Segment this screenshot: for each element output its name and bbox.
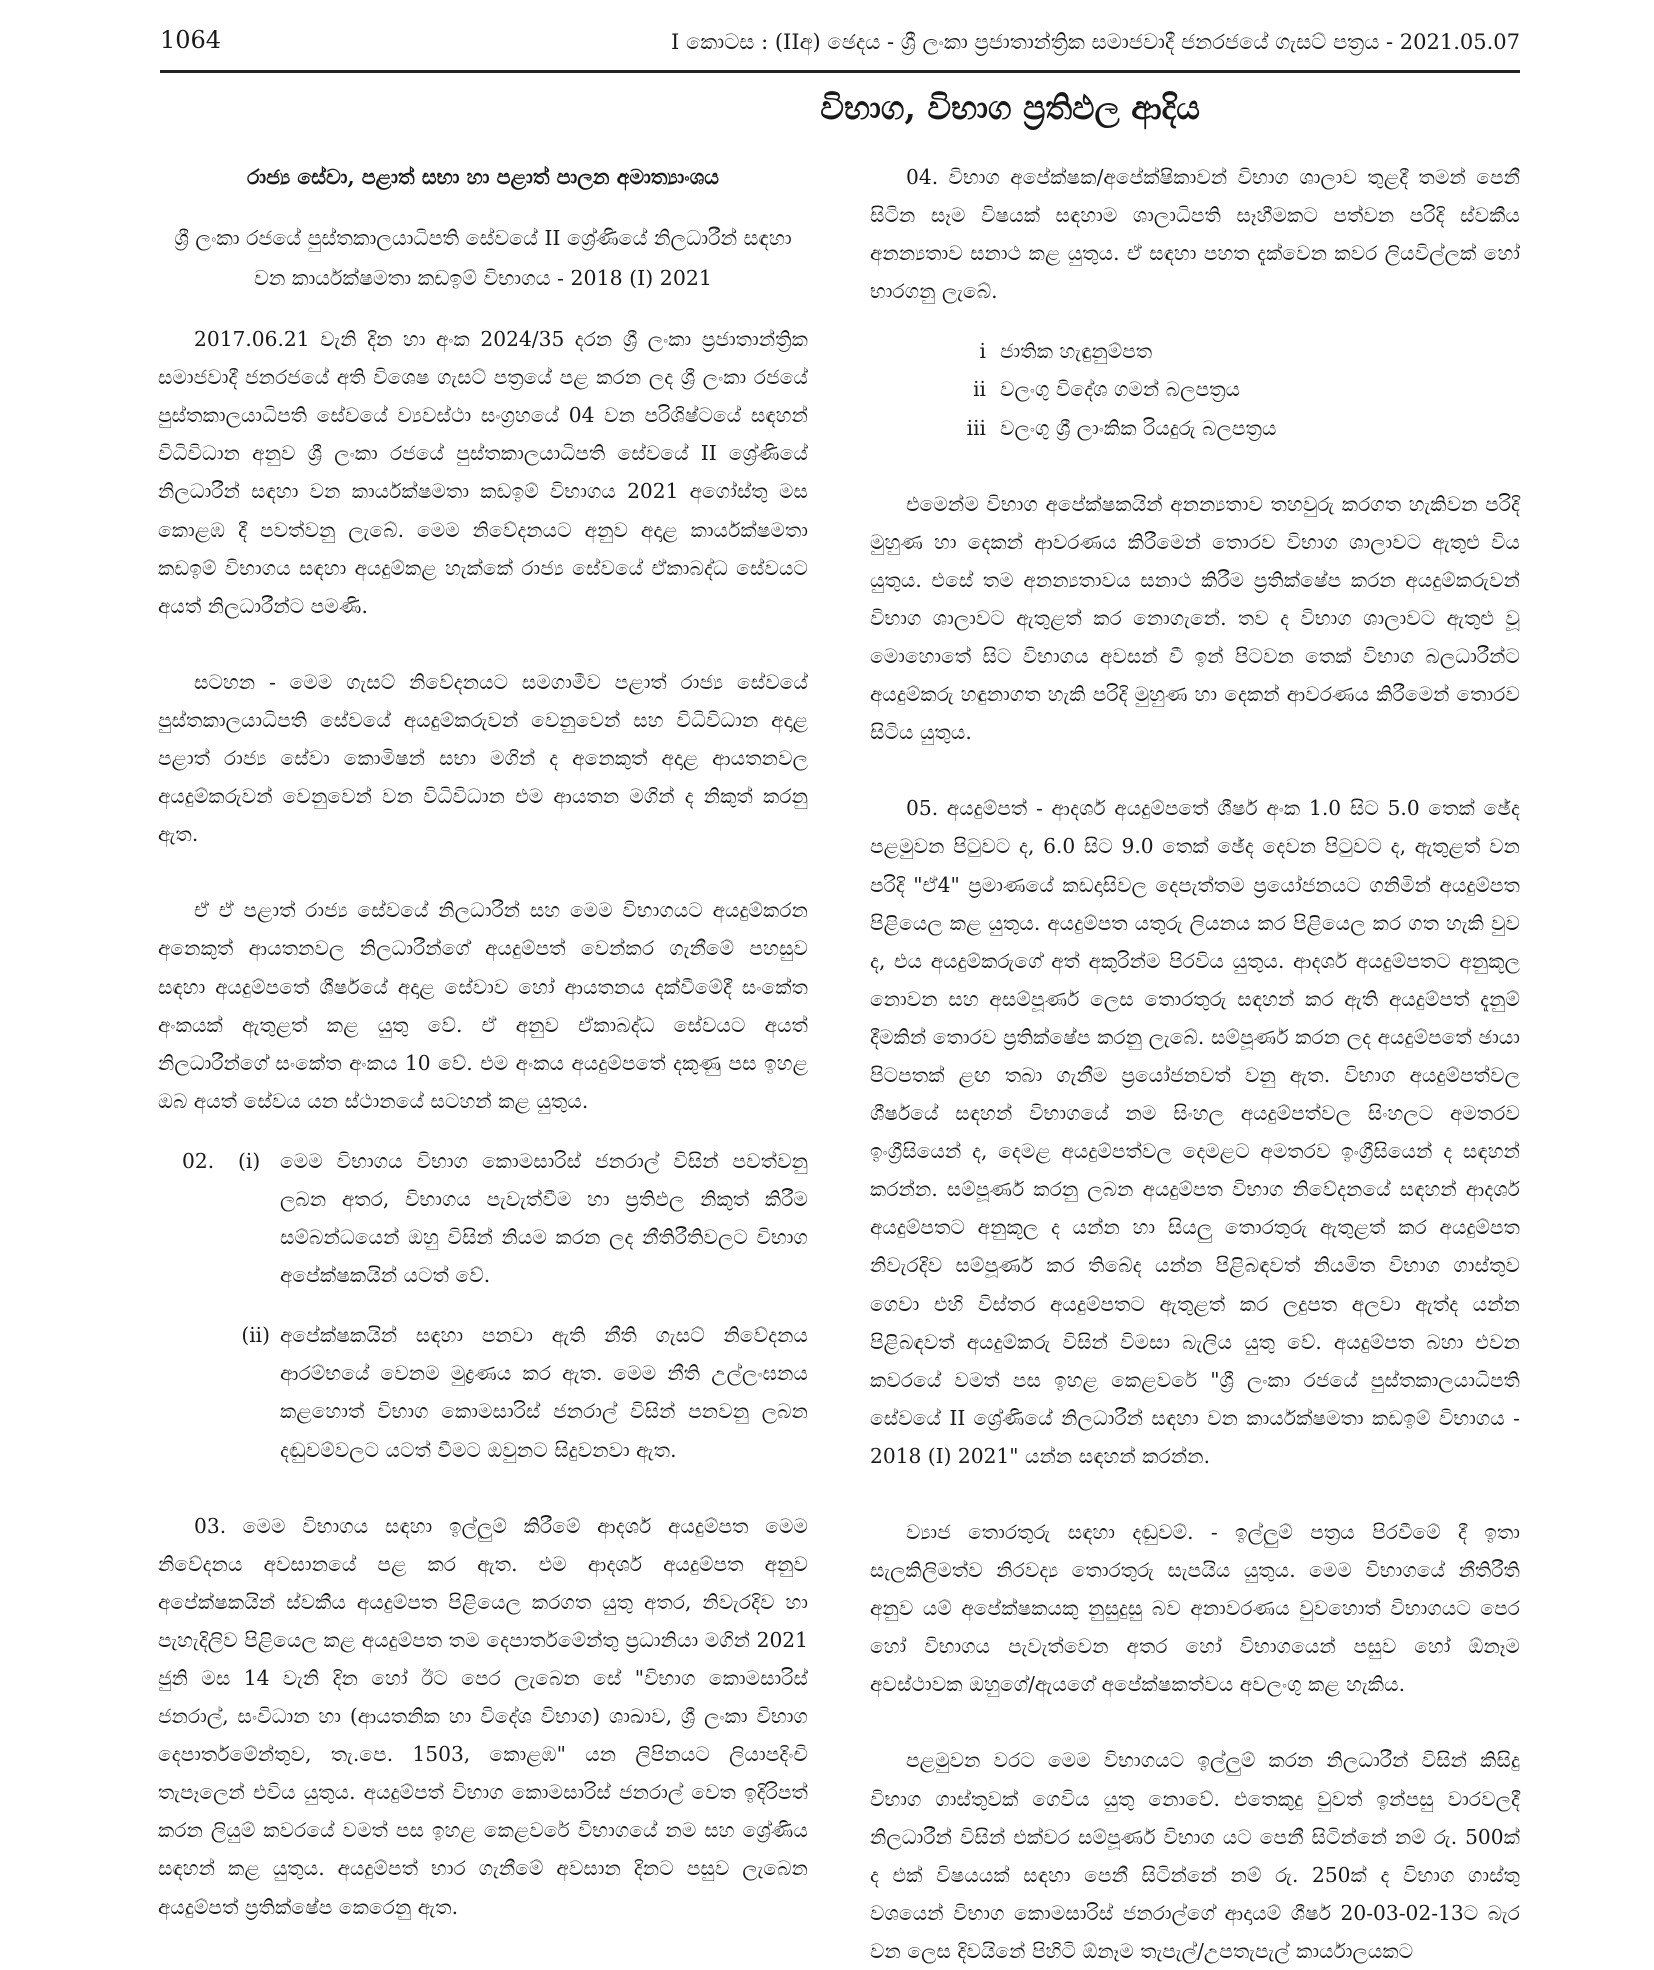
section-title: විභාග, විභාග ප්‍රතිඵල ආදිය [820,88,1200,127]
clause-number: 02. [182,1148,215,1173]
clause-text: අපේක්ෂකයින් සඳහා පනවා ඇති නීති ගැසට් නිවේදනය ආරම්භයේ වෙනම මුද්‍රණය කර ඇත. මෙම නීති උල්ලංඝනය කළහොත් විභාග කොමසාරිස් ජනරාල් විසින් පනවනු ලබන දඬුවම්වලට යටත් වීමට ඔවුනට සිදුවනවා ඇත. [280,1323,808,1462]
paragraph-code-number: ඒ ඒ පළාත් රාජ්‍ය සේවයේ නිලධාරීන් සහ මෙම විභාගයට අයදුම්කරන අනෙකුත් ආයතනවල නිලධාරීන්ගේ අයදුම්පත් වෙන්කර ගැනීමේ පහසුව සඳහා අයදුම්පතේ ශීර්ෂයේ අදාළ සේවාව හෝ ආයතනය දක්වීමේදී සංකේත අංකයක් ඇතුළත් කළ යුතු වේ. ඒ අනුව ඒකාබද්ධ සේවයට අයත් නිලධාරීන්ගේ සංකේත අංකය 10 වේ. එම අංකය අයදුම්පතේ දකුණු පස ඉහළ ඔබ අයත් සේවය යන ස්ථානයේ සටහන් කළ යුතුය. [158,898,808,1113]
paragraph-intro: 2017.06.21 වැනි දින හා අංක 2024/35 දරන ශ්‍රී ලංකා ප්‍රජාතාන්ත්‍රික සමාජවාදී ජනරජයේ අති විශෙෂ ගැසට් පත්‍රයේ පළ කරන ලද ශ්‍රී ලංකා රජයේ පුස්තකාලයාධිපති සේවයේ ව්‍යවස්ථා සංග්‍රහයේ 04 වන පරිශිෂ්ටයේ සඳහන් විධිවිධාන අනුව ශ්‍රී ලංකා රජයේ පුස්තකාලයාධිපති සේවයේ II ශ්‍රේණියේ නිලධාරීන් සඳහා වන කාර්යක්ෂමතා කඩඉම් විභාගය 2021 අගෝස්තු මස කොළඹ දී පවත්වනු ලැබේ. මෙම නිවේදනයට අනුව අදාළ කාර්යක්ෂමතා කඩඉම් විභාගය සඳහා අයදුම්කළ හැක්කේ රාජ්‍ය සේවයේ ඒකාබද්ධ සේවයට අයත් නිලධාරීන්ට පමණි. [158,327,808,618]
running-head: I කොටස : (IIඅ) ඡෙදය - ශ්‍රී ලංකා ප්‍රජාතාන්ත්‍රික සමාජවාදී ජනරජයේ ගැසට් පත්‍රය - 2021.05.07 [670,30,1520,54]
list-item-number: iii [966,415,986,440]
paragraph-03: 03. මෙම විභාගය සඳහා ඉල්ලුම් කිරීමේ ආදර්ශ අයදුම්පත මෙම නිවේදනය අවසානයේ පළ කර ඇත. එම ආදර්ශ අයදුම්පත අනුව අපේක්ෂකයින් ස්වකීය අයදුම්පත පිළියෙල කරගත යුතු අතර, නිවැරදිව හා පැහැදිලිව පිළියෙල කළ අයදුම්පත තම දෙපාර්තමේන්තු ප්‍රධානියා මගින් 2021 ජුනි මස 14 වැනි දින හෝ ඊට පෙර ලැබෙන සේ "විභාග කොමසාරිස් ජනරාල්, සංවිධාන හා (ආයතනික හා විදේශ විභාග) ශාඛාව, ශ්‍රී ලංකා විභාග දෙපාර්තමේන්තුව, තැ.පෙ. 1503, කොළඹ" යන ලිපිනයට ලියාපදිංචි තැපෑලෙන් එවිය යුතුය. අයදුම්පත් විභාග කොමසාරිස් ජනරාල් වෙත ඉදිරිපත් කරන ලියුම් කවරයේ වමත් පස ඉහළ කෙළවරේ විභාගයේ නම සහ ශ්‍රේණිය සඳහන් කළ යුතුය. අයදුම්පත් භාර ගැනීමේ අවසාන දිනට පසුව ලැබෙන අයදුම්පත් ප්‍රතික්ෂේප කෙරෙනු ඇත. [158,1513,808,1919]
ministry-name: රාජ්‍ය සේවා, පළාත් සභා හා පළාත් පාලන අමාත්‍යාංශය [247,165,719,189]
list-item-label: වලංගු විදේශ ගමන් බලපත්‍රය [1000,377,1241,402]
header-rule [160,70,1520,73]
list-item [930,332,1520,370]
paragraph-identity: එමෙන්ම විභාග අපේක්ෂකයින් අනන්‍යතාව තහවුරු කරගත හැකිවන පරිදි මුහුණ හා දෙකන් ආවරණය කිරීමෙන් තොරව විභාග ශාලාවට ඇතුළු විය යුතුය. එසේ තම අනන්‍යතාවය සනාථ කිරීම ප්‍රතික්ෂේප කරන අයදුම්කරුවන් විභාග ශාලාවට ඇතුළත් කර නොගැනේ. තව ද විභාග ශාලාවට ඇතුළු වූ මොහොතේ සිට විභාගය අවසන් වී ඉන් පිටවන තෙක් විභාග බලධාරීන්ට අයදුම්කරු හඳුනාගත හැකි පරිදි මුහුණ හා දෙකන් ආවරණය කිරීමෙන් තොරව සිටිය යුතුය. [870,491,1520,745]
list-item [930,370,1520,408]
clause-sub-label: (i) [238,1148,261,1173]
list-item-number: i [979,339,986,364]
page-header [160,22,1520,72]
list-item [930,409,1520,447]
clause-text: මෙම විභාගය විභාග කොමසාරිස් ජනරාල් විසින් පවත්වනු ලබන අතර, විභාගය පැවැත්වීම හා ප්‍රතිඵල නිකුත් කිරීම සම්බන්ධයෙන් ඔහු විසින් නියම කරන ලද නීතිරීතිවලට විභාග අපේක්ෂකයින් යටත් වේ. [280,1148,808,1288]
list-item-label: වලංගු ශ්‍රී ලාංකික රියදුරු බලපත්‍රය [1000,415,1277,440]
paragraph-04: 04. විභාග අපේක්ෂක/අපේක්ෂිකාවන් විභාග ශාලාව තුළදී තමන් පෙනී සිටින සෑම විෂයක් සඳහාම ශාලාධිපති සෑහීමකට පත්වන පරිදි ස්වකීය අනන්‍යතාව සනාථ කළ යුතුය. ඒ සඳහා පහත දැක්වෙන කවර ලියවිල්ලක් හෝ භාරගනු ලැබේ. [870,165,1520,304]
clause-sub-label: (ii) [241,1323,270,1348]
identity-document-list [930,332,1520,446]
list-item-number: ii [973,377,986,402]
page-number: 1064 [160,26,222,54]
clause-02-ii [238,1316,808,1468]
paragraph-note: සටහන - මෙම ගැසට් නිවේදනයට සමගාමීව පළාත් රාජ්‍ය සේවයේ පුස්තකාලයාධිපති සේවයේ අයදුම්කරුවන් වෙනුවෙන් සහ විධිවිධාන අදාළ පළාත් රාජ්‍ය සේවා කොමිෂන් සභා මගින් ද අනෙකුත් අදාළ ආයතනවල අයදුම්කරුවන් වෙනුවෙන් වන විධිවිධාන එම ආයතන මගින් ද නිකුත් කරනු ඇත. [158,669,808,847]
paragraph-false-info: ව්‍යාජ තොරතුරු සඳහා දඬුවම්. - ඉල්ලුම් පත්‍රය පිරවීමේ දී ඉතා සැලකිලිමත්ව නිරවද්‍ය තොරතුරු සැපයිය යුතුය. මෙම විභාගයේ නීතිරීති අනුව යම් අපේක්ෂකයකු නුසුදුසු බව අනාවරණය වුවහොත් විභාගයට පෙර හෝ විභාගය පැවැත්වෙන අතර හෝ විභාගයෙන් පසුව හෝ ඕනෑම අවස්ථාවක ඔහුගේ/ඇයගේ අපේක්ෂකත්වය අවලංගු කළ හැකිය. [870,1520,1520,1697]
list-item-label: ජාතික හැඳුනුම්පත [1000,339,1153,364]
paragraph-fee: පළමුවන වරට මෙම විභාගයට ඉල්ලුම් කරන නිලධාරීන් විසින් කිසිදු විභාග ගාස්තුවක් ගෙවිය යුතු නොවේ. එතෙකුදු වුවත් ඉන්පසු වාරවලදී නිලධාරීන් විසින් එක්වර සම්පූර්ණ විභාග යට පෙනී සිටින්නේ නම් රු. 500ක් ද එක් විෂයයක් සඳහා පෙනී සිටින්නේ නම් රු. 250ක් ද විභාග ගාස්තු වශයෙන් විභාග කොමසාරිස් ජනරාල්ගේ ආදායම් ශීර්ෂ 20-03-02-13ට බැර වන ලෙස දිවයිනේ පිහිටි ඕනෑම තැපැල්/උපතැපැල් කාර්යාලයකට [870,1748,1520,1963]
paragraph-05: 05. අයදුම්පත් - ආදර්ශ අයදුම්පතේ ශීර්ෂ අංක 1.0 සිට 5.0 තෙක් ඡේද පළමුවන පිටුවට ද, 6.0 සිට 9.0 තෙක් ඡේද දෙවන පිටුවට ද, ඇතුළත් වන පරිදි "ඒ4" ප්‍රමාණයේ කඩදාසිවල දෙපැත්තම ප්‍රයෝජනයට ගනිමින් අයදුම්පත පිළියෙල කළ යුතුය. අයදුම්පත යතුරු ලියනය කර පිළියෙල කර ගත හැකි වුව ද, එය අයදුම්කරුගේ අත් අකුරින්ම පිරවිය යුතුය. ආදර්ශ අයදුම්පතට අනුකූල නොවන සහ අසම්පූර්ණ ලෙස තොරතුරු සඳහන් කර ඇති අයදුම්පත් දැනුම් දීමකින් තොරව ප්‍රතික්ෂේප කරනු ලැබේ. සම්පූර්ණ කරන ලද අයදුම්පතේ ඡායා පිටපතක් ළඟ තබා ගැනීම ප්‍රයෝජනවත් වනු ඇත. විභාග අයදුම්පත්වල ශීර්ෂයේ සඳහන් විභාගයේ නම සිංහල අයදුම්පත්වල සිංහලට අමතරව ඉංග්‍රීසියෙන් ද, දෙමළ අයදුම්පත්වල දෙමළට අමතරව ඉංග්‍රීසියෙන් ද සඳහන් කරන්න. සම්පූර්ණ කරනු ලබන අයදුම්පත විභාග නිවේදනයේ සඳහන් ආදර්ශ අයදුම්පතට අනුකූල ද යන්න හා සියලු තොරතුරු ඇතුළත් කර අයදුම්පත නිවැරදිව සම්පූර්ණ කර තිබේද යන්න පිළිබඳවත් නියමිත විභාග ගාස්තුව ගෙවා එහි විස්තර අයදුම්පතට ඇතුළත් කර ලදුපත අලවා ඇත්ද යන්න පිළිබඳවත් අයදුම්කරු විසින් විමසා බැලිය යුතු වේ. අයදුම්පත බහා එවන කවරයේ වමත් පස ඉහළ කෙළවරේ "ශ්‍රී ලංකා රජයේ පුස්තකාලයාධිපති සේවයේ II ශ්‍රේණියේ නිලධාරීන් සඳහා වන කාර්යක්ෂමතා කඩඉම් විභාගය - 2018 (I) 2021" යන්න සඳහන් කරන්න. [870,796,1520,1468]
clause-02-i [182,1142,808,1294]
left-column [158,158,808,1926]
right-column [870,158,1520,1970]
exam-title: ශ්‍රී ලංකා රජයේ පුස්තකාලයාධිපති සේවයේ II ශ්‍රේණියේ නිලධාරීන් සඳහා වන කාර්යක්ෂමතා කඩඉම් විභාගය - 2018 (I) 2021 [174,226,792,291]
